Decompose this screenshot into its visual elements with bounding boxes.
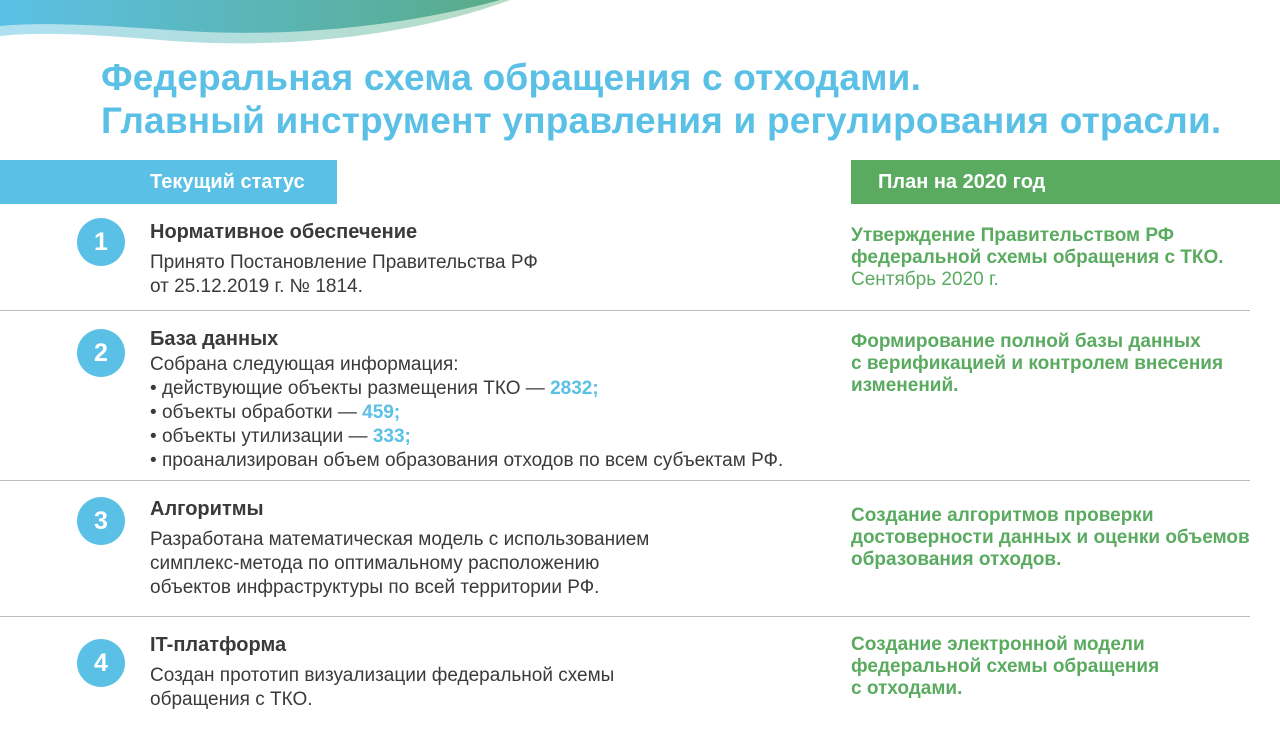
plan-line: Формирование полной базы данных	[851, 331, 1201, 352]
row-title: Алгоритмы	[150, 498, 264, 520]
row-title: База данных	[150, 328, 279, 350]
plan-text	[851, 331, 1223, 397]
plan-text	[851, 634, 1159, 700]
plan-line: достоверности данных и оценки объемов	[851, 527, 1250, 548]
plan-line: с верификацией и контролем внесения	[851, 353, 1224, 374]
title-line-1: Федеральная схема обращения с отходами.	[101, 57, 922, 98]
step-number-badge: 3	[77, 497, 125, 545]
plan-line: федеральной схемы обращения	[851, 656, 1160, 677]
current-status-header	[0, 160, 337, 204]
page-title	[101, 56, 1221, 142]
plan-line: федеральной схемы обращения с ТКО.	[851, 247, 1224, 268]
description-line: обращения с ТКО.	[150, 689, 313, 710]
row-divider	[0, 480, 1250, 481]
plan-line: Утверждение Правительством РФ	[851, 225, 1175, 246]
row-description	[150, 353, 783, 473]
plan-date: Сентябрь 2020 г.	[851, 269, 999, 290]
list-item: • проанализирован объем образования отходов по всем субъектам РФ.	[150, 449, 783, 473]
plan-line: с отходами.	[851, 678, 963, 699]
plan-line: Создание алгоритмов проверки	[851, 505, 1154, 526]
description-line: объектов инфраструктуры по всей территории РФ.	[150, 577, 600, 598]
list-item: • объекты обработки — 459;	[150, 401, 783, 425]
count-value: 459;	[362, 402, 401, 423]
step-number-badge: 4	[77, 639, 125, 687]
description-line: Создан прототип визуализации федеральной схемы	[150, 665, 615, 686]
row-title: IT-платформа	[150, 634, 287, 656]
plan-line: изменений.	[851, 375, 959, 396]
row-title: Нормативное обеспечение	[150, 221, 418, 243]
decorative-wave	[0, 0, 560, 60]
step-number-badge: 1	[77, 218, 125, 266]
row-description	[150, 251, 538, 299]
plan-2020-label: План на 2020 год	[878, 171, 1046, 193]
count-value: 333;	[372, 426, 411, 447]
title-line-2: Главный инструмент управления и регулирования отрасли.	[101, 100, 1222, 141]
description-line: Разработана математическая модель с использованием	[150, 529, 650, 550]
row-description	[150, 664, 614, 712]
list-item: • объекты утилизации — 333;	[150, 425, 783, 449]
description-line: симплекс-метода по оптимальному расположению	[150, 553, 600, 574]
plan-line: образования отходов.	[851, 549, 1062, 570]
list-item: • действующие объекты размещения ТКО — 2832;	[150, 377, 783, 401]
count-value: 2832;	[550, 378, 599, 399]
row-description	[150, 528, 649, 600]
plan-text	[851, 225, 1224, 291]
plan-line: Создание электронной модели	[851, 634, 1145, 655]
description-intro: Собрана следующая информация:	[150, 354, 459, 375]
description-line: от 25.12.2019 г. № 1814.	[150, 276, 363, 297]
row-divider	[0, 310, 1250, 311]
description-line: Принято Постановление Правительства РФ	[150, 252, 538, 273]
current-status-label: Текущий статус	[150, 171, 305, 193]
plan-2020-header	[851, 160, 1280, 204]
collected-info-list	[150, 377, 783, 473]
plan-text	[851, 505, 1250, 571]
row-divider	[0, 616, 1250, 617]
step-number-badge: 2	[77, 329, 125, 377]
